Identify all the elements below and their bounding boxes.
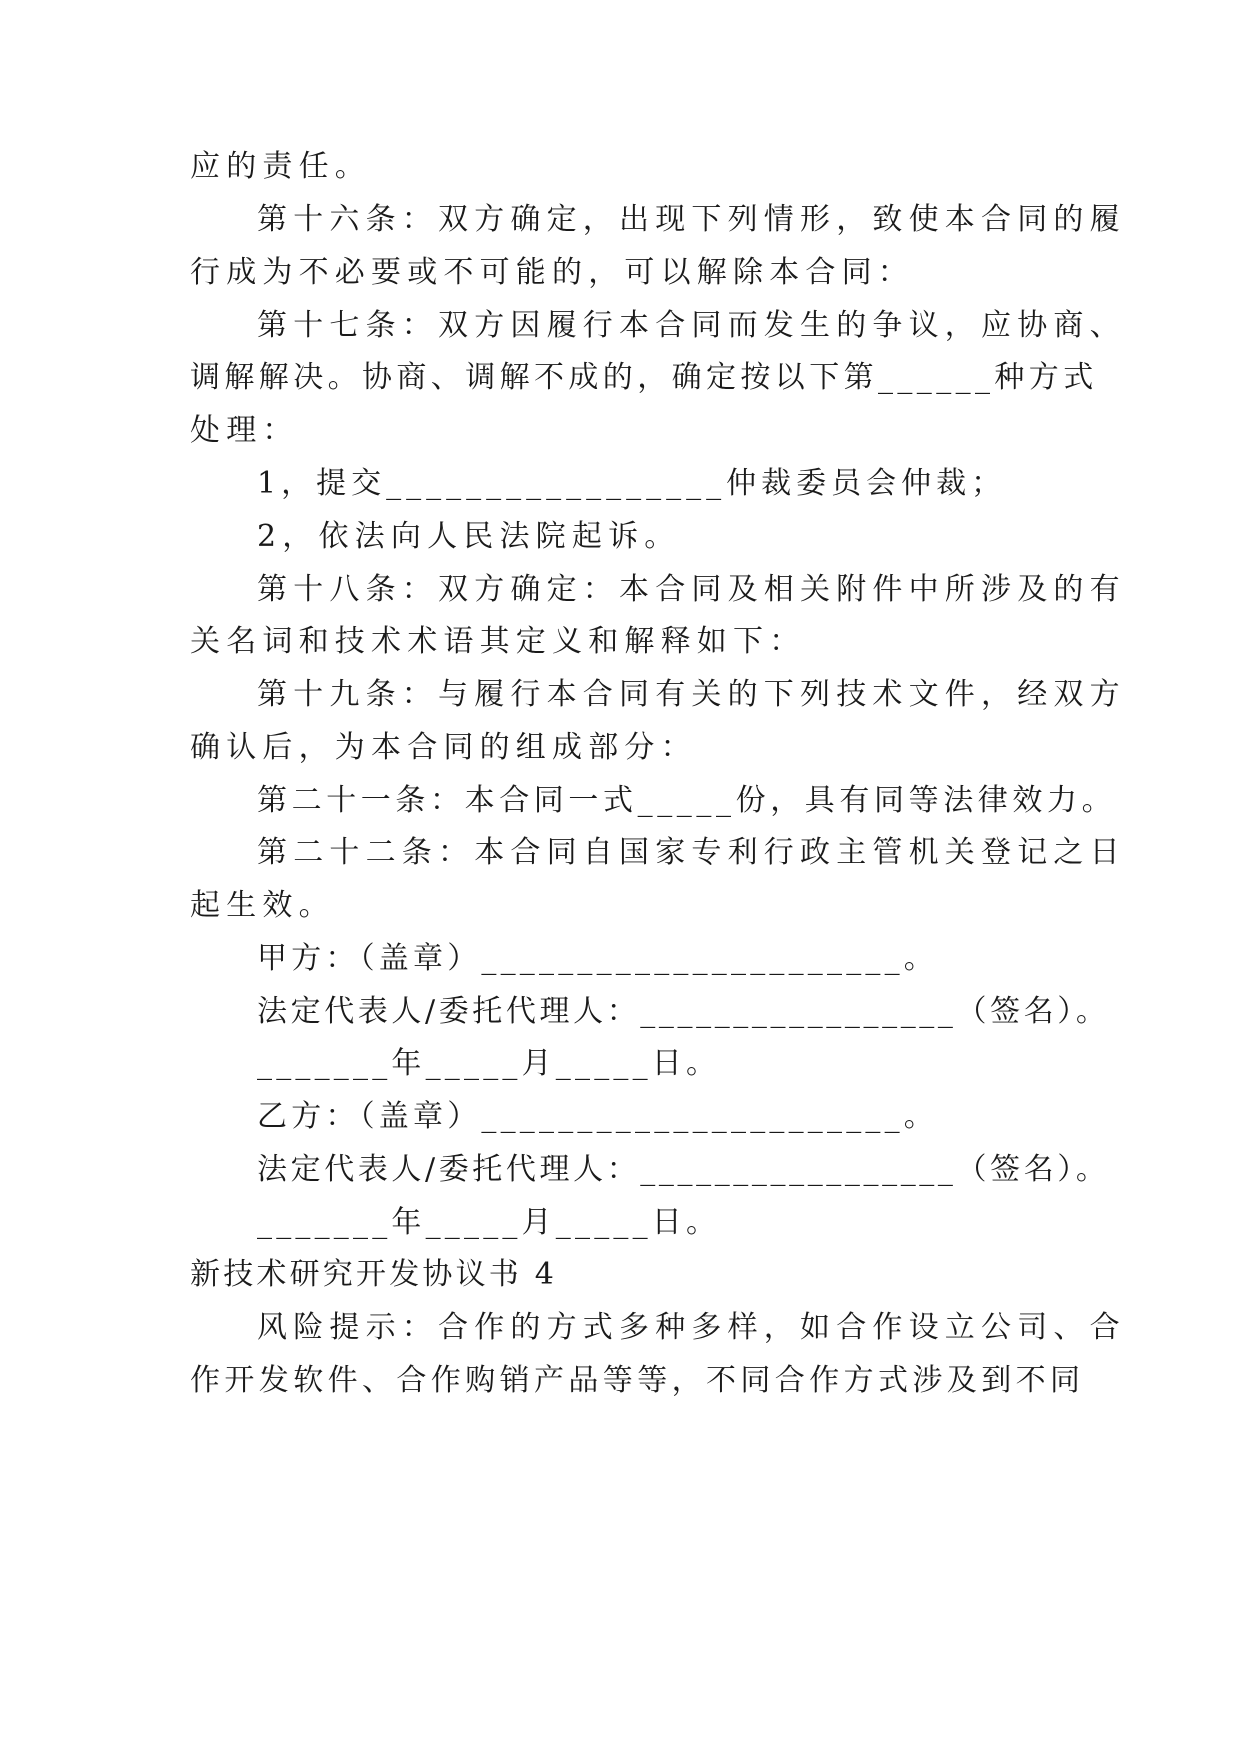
article-16-line: 第十六条：双方确定，出现下列情形，致使本合同的履 xyxy=(257,202,1126,237)
paragraph-line: 行成为不必要或不可能的，可以解除本合同： xyxy=(190,255,914,290)
paragraph-line: 应的责任。 xyxy=(190,149,371,184)
party-a-representative-line: 法定代表人/委托代理人：_________________（签名）。 xyxy=(257,994,1110,1029)
party-a-seal-line: 甲方：（盖章）______________________。 xyxy=(257,941,938,976)
paragraph-line: 起生效。 xyxy=(190,888,335,923)
paragraph-line: 调解解决。协商、调解不成的，确定按以下第______种方式 xyxy=(190,360,1098,395)
party-b-date-line: _______年_____月_____日。 xyxy=(257,1205,721,1240)
article-18-line: 第十八条：双方确定：本合同及相关附件中所涉及的有 xyxy=(257,572,1126,607)
party-a-date-line: _______年_____月_____日。 xyxy=(257,1046,721,1081)
paragraph-line: 确认后，为本合同的组成部分： xyxy=(190,730,697,765)
article-21-line: 第二十一条：本合同一式_____份，具有同等法律效力。 xyxy=(257,783,1117,818)
article-19-line: 第十九条：与履行本合同有关的下列技术文件，经双方 xyxy=(257,677,1126,712)
paragraph-line: 处理： xyxy=(190,413,299,448)
article-22-line: 第二十二条：本合同自国家专利行政主管机关登记之日 xyxy=(257,835,1126,870)
section-heading: 新技术研究开发协议书 4 xyxy=(190,1257,558,1292)
article-17-line: 第十七条：双方因履行本合同而发生的争议，应协商、 xyxy=(257,308,1126,343)
option-1-line: 1，提交_________________仲裁委员会仲裁； xyxy=(257,466,1007,501)
paragraph-line: 关名词和技术术语其定义和解释如下： xyxy=(190,624,806,659)
option-2-line: 2，依法向人民法院起诉。 xyxy=(257,519,681,554)
party-b-representative-line: 法定代表人/委托代理人：_________________（签名）。 xyxy=(257,1152,1110,1187)
paragraph-line: 作开发软件、合作购销产品等等，不同合作方式涉及到不同 xyxy=(190,1363,1085,1398)
risk-notice-line: 风险提示：合作的方式多种多样，如合作设立公司、合 xyxy=(257,1310,1126,1345)
party-b-seal-line: 乙方：（盖章）______________________。 xyxy=(257,1099,938,1134)
